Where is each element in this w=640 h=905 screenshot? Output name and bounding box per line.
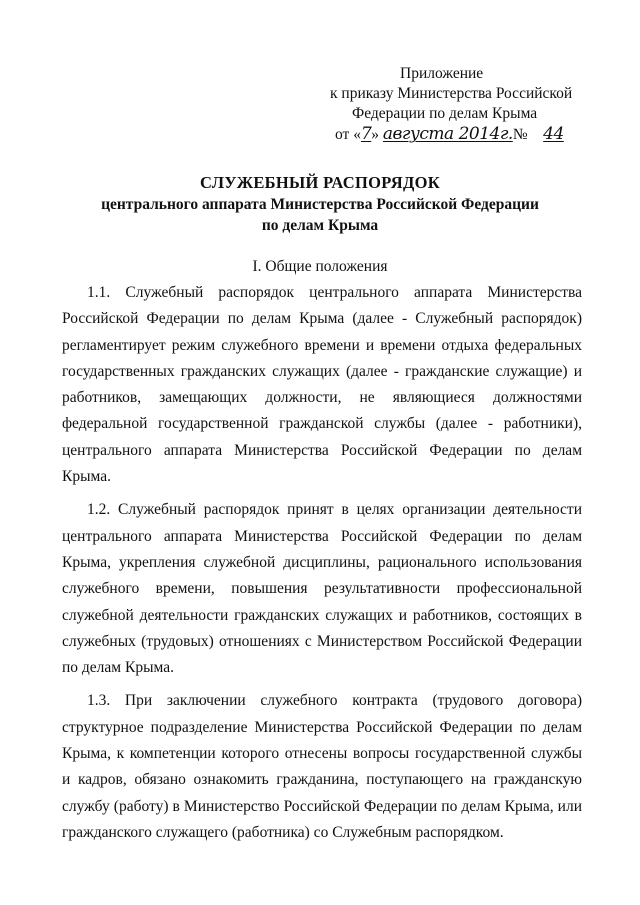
handwritten-month-year: августа 2014г. [382, 124, 513, 144]
document-body [62, 280, 582, 853]
title-line-2: центрального аппарата Министерства Российской Федерации [101, 196, 539, 213]
title-line-1: СЛУЖЕБНЫЙ РАСПОРЯДОК [199, 173, 441, 192]
paragraph-1-1: 1.1. Служебный распорядок центрального аппарата Министерства Российской Федерации по делам Крыма (далее - Служебный распорядок) регламентирует режим служебного времени и времени отдыха федеральных государственных гражданских служащих (далее - гражданские служащие) и работников, замещающих должности, не являющиеся должностями федеральной государственной гражданской службы (далее - работники), центрального аппарата Министерства Российской Федерации по делам Крыма. [62, 284, 582, 486]
appendix-date-line [330, 124, 590, 145]
appendix-header [330, 64, 590, 145]
date-prefix: от « [335, 126, 361, 143]
handwritten-day: 7 [360, 124, 372, 144]
handwritten-number: 44 [543, 124, 564, 144]
appendix-line-1: Приложение [400, 65, 484, 82]
paragraph-1-3: 1.3. При заключении служебного контракта (трудового договора) структурное подразделение Министерства Российской Федерации по делам Крыма, к компетенции которого отнесены вопросы государственной службы и кадров, обязано ознакомить гражданина, поступающего на гражданскую службу (работу) в Министерство Российской Федерации по делам Крыма, или гражданского служащего (работника) со Служебным распорядком. [62, 692, 582, 841]
date-mid: » [371, 126, 380, 143]
document-title [0, 172, 640, 236]
appendix-line-2: к приказу Министерства Российской [330, 85, 573, 102]
paragraph-1-2: 1.2. Служебный распорядок принят в целях организации деятельности центрального аппарата Министерства Российской Федерации по делам Крыма, укрепления служебной дисциплины, рационального использования служебного времени, повышения результативности профессиональной служебной деятельности гражданских служащих и работников, состоящих в служебных (трудовых) отношениях с Министерством Российской Федерации по делам Крыма. [62, 501, 582, 677]
appendix-line-3: Федерации по делам Крыма [352, 105, 538, 122]
title-line-3: по делам Крыма [261, 217, 379, 234]
section-heading: I. Общие положения [252, 258, 388, 275]
number-sign: № [512, 126, 528, 143]
